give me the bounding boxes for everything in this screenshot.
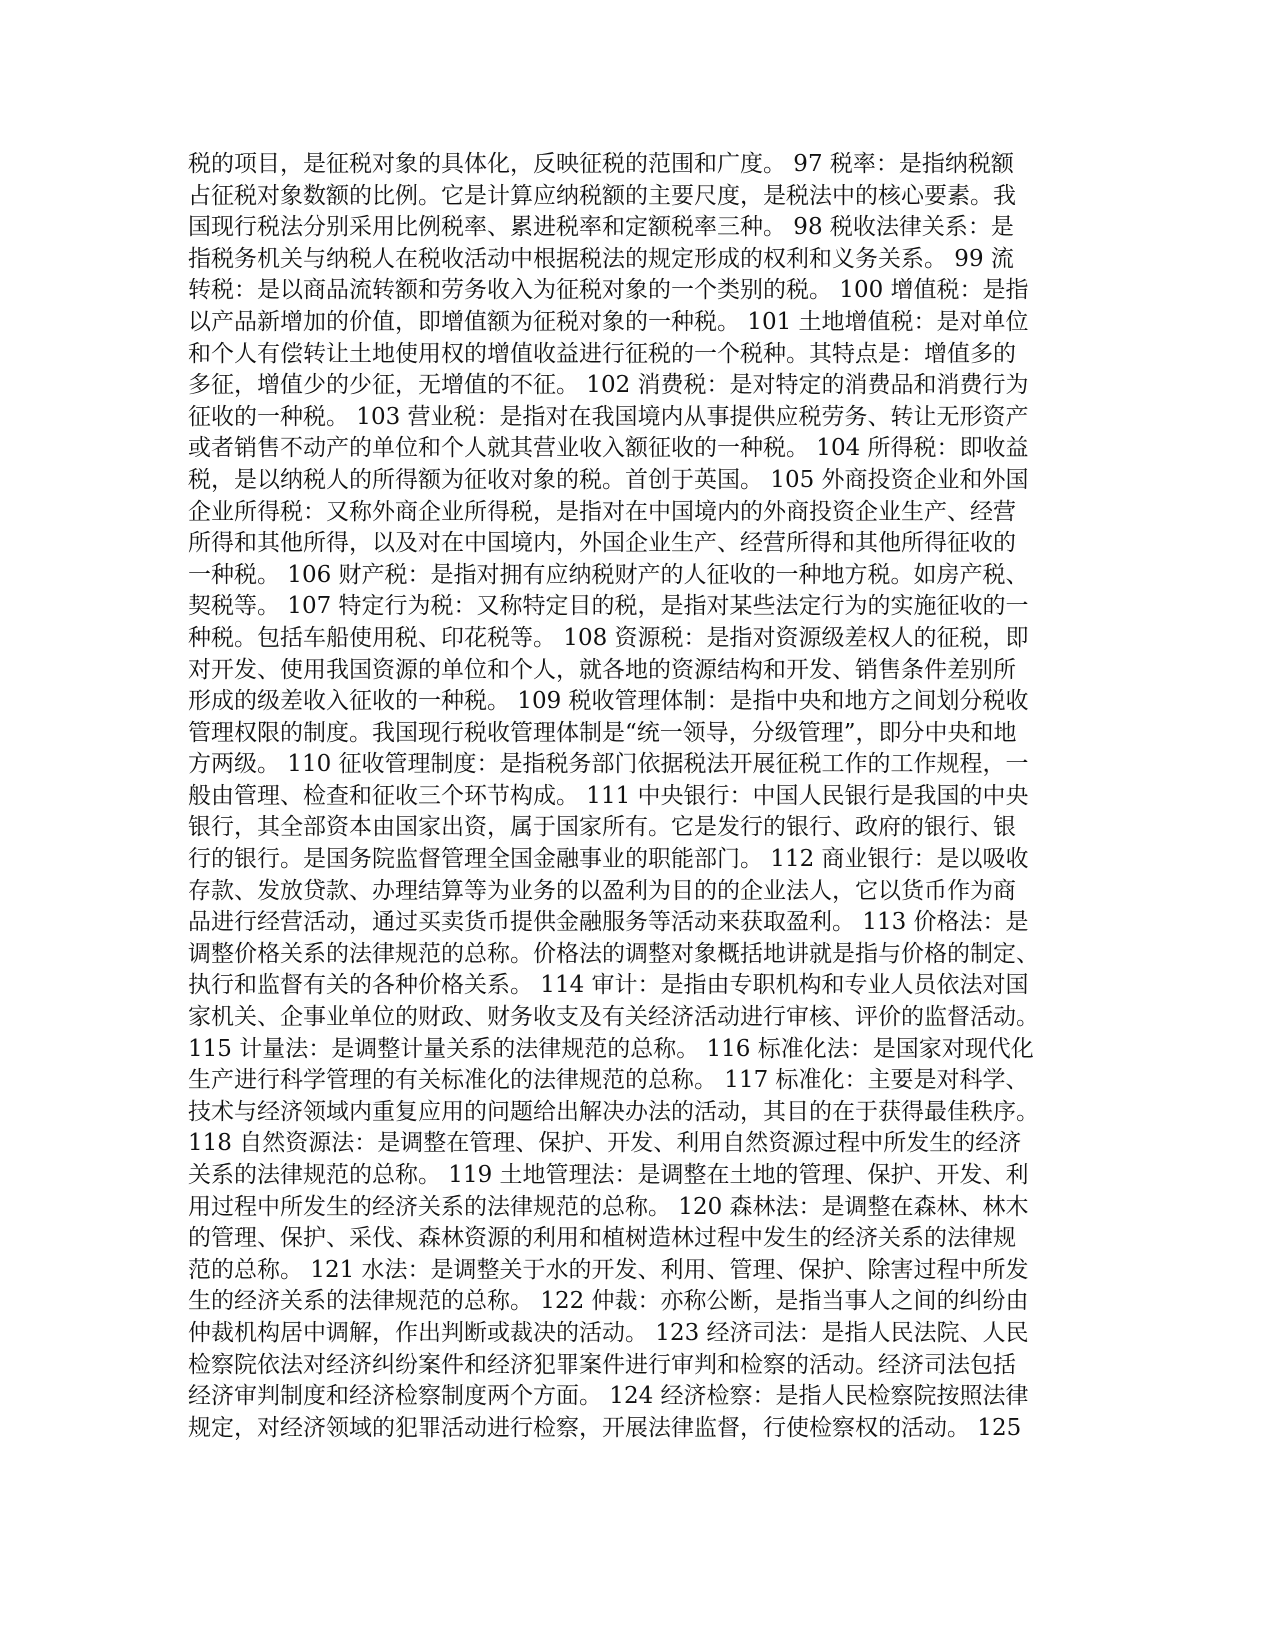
text-line: 指税务机关与纳税人在税收活动中根据税法的规定形成的权利和义务关系。 99 流 [188, 245, 1014, 272]
text-line: 税的项目，是征税对象的具体化，反映征税的范围和广度。 97 税率：是指纳税额 [188, 151, 1014, 177]
text-line: 多征，增值少的少征，无增值的不征。 102 消费税：是对特定的消费品和消费行为 [188, 372, 1029, 399]
text-line: 以产品新增加的价值，即增值额为征税对象的一种税。 101 土地增值税：是对单位 [188, 308, 1029, 335]
text-line: 范的总称。 121 水法：是调整关于水的开发、利用、管理、保护、除害过程中所发 [188, 1256, 1029, 1283]
text-line: 方两级。 110 征收管理制度：是指税务部门依据税法开展征税工作的工作规程，一 [188, 751, 1029, 778]
text-line: 所得和其他所得，以及对在中国境内，外国企业生产、经营所得和其他所得征收的 [188, 530, 1016, 557]
text-line: 118 自然资源法：是调整在管理、保护、开发、利用自然资源过程中所发生的经济 [188, 1130, 1022, 1157]
text-line: 品进行经营活动，通过买卖货币提供金融服务等活动来获取盈利。 113 价格法：是 [188, 909, 1029, 936]
text-line: 生产进行科学管理的有关标准化的法律规范的总称。 117 标准化：主要是对科学、 [188, 1067, 1029, 1094]
text-line: 规定，对经济领域的犯罪活动进行检察，开展法律监督，行使检察权的活动。 125 [188, 1414, 1022, 1441]
text-line: 的管理、保护、采伐、森林资源的利用和植树造林过程中发生的经济关系的法律规 [188, 1225, 1016, 1252]
text-line: 技术与经济领域内重复应用的问题给出解决办法的活动，其目的在于获得最佳秩序。 [188, 1098, 1039, 1125]
text-line: 115 计量法：是调整计量关系的法律规范的总称。 116 标准化法：是国家对现代化 [188, 1035, 1034, 1062]
text-line: 占征税对象数额的比例。它是计算应纳税额的主要尺度，是税法中的核心要素。我 [188, 182, 1016, 209]
text-line: 种税。包括车船使用税、印花税等。 108 资源税：是指对资源级差权人的征税，即 [188, 624, 1029, 651]
text-line: 一种税。 106 财产税：是指对拥有应纳税财产的人征收的一种地方税。如房产税、 [188, 561, 1029, 588]
text-line: 对开发、使用我国资源的单位和个人，就各地的资源结构和开发、销售条件差别所 [188, 656, 1016, 683]
text-line: 行的银行。是国务院监督管理全国金融事业的职能部门。 112 商业银行：是以吸收 [188, 846, 1029, 873]
text-line: 检察院依法对经济纠纷案件和经济犯罪案件进行审判和检察的活动。经济司法包括 [188, 1351, 1016, 1378]
text-line: 征收的一种税。 103 营业税：是指对在我国境内从事提供应税劳务、转让无形资产 [188, 403, 1029, 430]
text-line: 契税等。 107 特定行为税：又称特定目的税，是指对某些法定行为的实施征收的一 [188, 593, 1029, 620]
text-line: 般由管理、检查和征收三个环节构成。 111 中央银行：中国人民银行是我国的中央 [188, 782, 1029, 809]
text-line: 和个人有偿转让土地使用权的增值收益进行征税的一个税种。其特点是：增值多的 [188, 340, 1016, 367]
text-line: 银行，其全部资本由国家出资，属于国家所有。它是发行的银行、政府的银行、银 [188, 814, 1016, 841]
text-line: 调整价格关系的法律规范的总称。价格法的调整对象概括地讲就是指与价格的制定、 [188, 940, 1039, 967]
text-line: 国现行税法分别采用比例税率、累进税率和定额税率三种。 98 税收法律关系：是 [188, 214, 1014, 241]
text-line: 经济审判制度和经济检察制度两个方面。 124 经济检察：是指人民检察院按照法律 [188, 1383, 1029, 1410]
text-line: 家机关、企事业单位的财政、财务收支及有关经济活动进行审核、评价的监督活动。 [188, 1004, 1039, 1031]
body-text [188, 149, 1088, 1444]
text-line: 仲裁机构居中调解，作出判断或裁决的活动。 123 经济司法：是指人民法院、人民 [188, 1319, 1029, 1346]
text-line: 生的经济关系的法律规范的总称。 122 仲裁：亦称公断，是指当事人之间的纠纷由 [188, 1288, 1029, 1315]
text-line: 用过程中所发生的经济关系的法律规范的总称。 120 森林法：是调整在森林、林木 [188, 1193, 1029, 1220]
text-line: 执行和监督有关的各种价格关系。 114 审计：是指由专职机构和专业人员依法对国 [188, 972, 1029, 999]
text-line: 或者销售不动产的单位和个人就其营业收入额征收的一种税。 104 所得税：即收益 [188, 435, 1029, 462]
text-line: 企业所得税：又称外商企业所得税，是指对在中国境内的外商投资企业生产、经营 [188, 498, 1016, 525]
text-line: 管理权限的制度。我国现行税收管理体制是“统一领导，分级管理”，即分中央和地 [188, 719, 1017, 746]
text-line: 转税：是以商品流转额和劳务收入为征税对象的一个类别的税。 100 增值税：是指 [188, 277, 1029, 304]
text-line: 关系的法律规范的总称。 119 土地管理法：是调整在土地的管理、保护、开发、利 [188, 1162, 1029, 1188]
text-line: 形成的级差收入征收的一种税。 109 税收管理体制：是指中央和地方之间划分税收 [188, 688, 1029, 715]
text-line: 税，是以纳税人的所得额为征收对象的税。首创于英国。 105 外商投资企业和外国 [188, 466, 1029, 493]
text-line: 存款、发放贷款、办理结算等为业务的以盈利为目的的企业法人，它以货币作为商 [188, 877, 1016, 904]
